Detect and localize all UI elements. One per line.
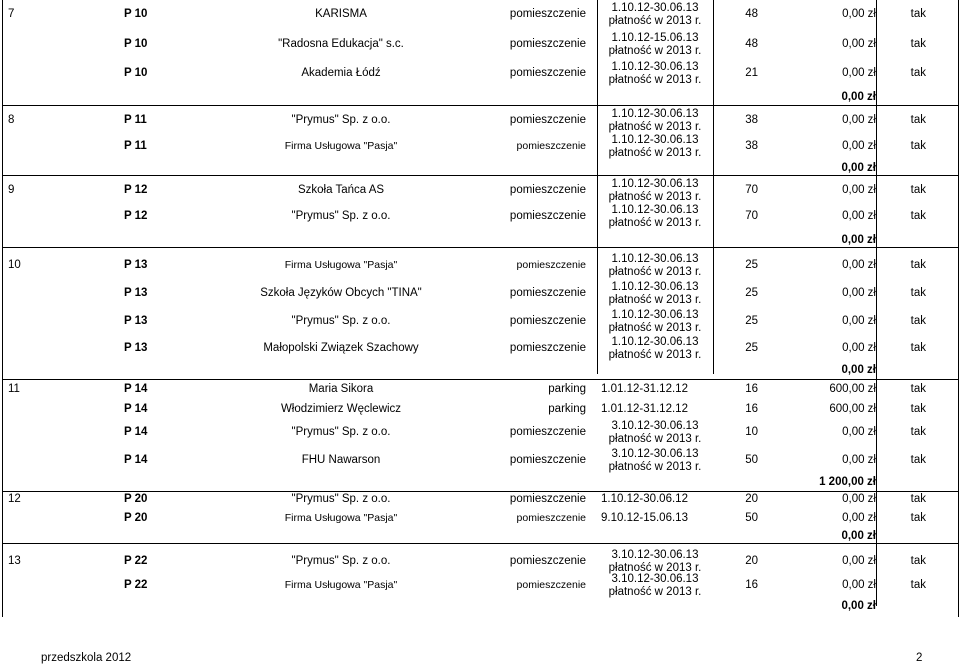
tenant-name: "Radosna Edukacja" s.c. (278, 38, 404, 50)
flag-value: tak (910, 555, 926, 567)
hours-count: 20 (745, 493, 758, 505)
rental-period (600, 2, 710, 27)
hours-count: 70 (745, 184, 758, 196)
amount: 0,00 zł (842, 426, 876, 438)
subtotal: 0,00 zł (841, 234, 876, 246)
hours-count: 48 (745, 38, 758, 50)
period-dates: 3.10.12-30.06.13 (611, 573, 699, 585)
room-code: P 14 (124, 454, 148, 466)
amount: 0,00 zł (842, 342, 876, 354)
hours-count: 21 (745, 67, 758, 79)
row-number: 13 (8, 555, 21, 567)
rental-type: pomieszczenie (516, 140, 586, 152)
room-code: P 12 (124, 184, 148, 196)
hours-count: 38 (745, 114, 758, 126)
hours-count: 48 (745, 8, 758, 20)
amount: 0,00 zł (842, 8, 876, 20)
row-number: 12 (8, 493, 21, 505)
payment-note: płatność w 2013 r. (608, 146, 702, 159)
rental-period (600, 309, 710, 334)
rental-period (600, 178, 710, 203)
flag-value: tak (910, 454, 926, 466)
rental-period (600, 549, 710, 574)
payment-note: płatność w 2013 r. (608, 73, 702, 86)
flag-value: tak (910, 259, 926, 271)
left-border (2, 0, 3, 617)
rental-type: pomieszczenie (509, 342, 586, 354)
tenant-name: Włodzimierz Węclewicz (280, 403, 402, 415)
amount: 0,00 zł (842, 454, 876, 466)
tenant-name: "Prymus" Sp. z o.o. (291, 210, 391, 222)
room-code: P 13 (124, 287, 148, 299)
flag-value: tak (910, 140, 926, 152)
right-border (958, 0, 959, 617)
payment-note: płatność w 2013 r. (608, 44, 702, 57)
amount: 0,00 zł (842, 579, 876, 591)
amount: 0,00 zł (842, 67, 876, 79)
tenant-name: "Prymus" Sp. z o.o. (291, 493, 391, 505)
amount: 0,00 zł (842, 184, 876, 196)
row-number: 11 (8, 383, 20, 395)
amount: 0,00 zł (842, 140, 876, 152)
payment-note: płatność w 2013 r. (608, 460, 702, 473)
payment-note: płatność w 2013 r. (608, 293, 702, 306)
flag-value: tak (910, 315, 926, 327)
period-dates: 3.10.12-30.06.13 (611, 420, 699, 432)
amount: 600,00 zł (829, 403, 876, 415)
period-dates: 1.10.12-30.06.13 (611, 134, 699, 146)
room-code: P 12 (124, 210, 148, 222)
flag-value: tak (910, 512, 926, 524)
period-column-border (597, 0, 598, 374)
hours-count: 50 (745, 454, 758, 466)
flag-value: tak (910, 383, 926, 395)
rental-type: pomieszczenie (516, 579, 586, 591)
rental-period (600, 420, 710, 445)
rental-period (600, 253, 710, 278)
flag-value: tak (910, 67, 926, 79)
flag-value: tak (910, 210, 926, 222)
payment-note: płatność w 2013 r. (608, 585, 702, 598)
payment-note: płatność w 2013 r. (608, 216, 702, 229)
hours-count: 20 (745, 555, 758, 567)
hours-count: 25 (745, 259, 758, 271)
amount: 0,00 zł (842, 38, 876, 50)
payment-note: płatność w 2013 r. (608, 190, 702, 203)
tenant-name: Firma Usługowa "Pasja" (284, 140, 398, 152)
flag-value: tak (910, 579, 926, 591)
rental-period (600, 108, 710, 133)
footer-text: przedszkola 2012 (41, 652, 132, 664)
subtotal: 0,00 zł (841, 364, 876, 376)
amount: 0,00 zł (842, 493, 876, 505)
payment-note: płatność w 2013 r. (608, 265, 702, 278)
tenant-name: FHU Nawarson (301, 454, 381, 466)
subtotal: 0,00 zł (841, 530, 876, 542)
group-separator (2, 175, 959, 176)
tenant-name: "Prymus" Sp. z o.o. (291, 114, 391, 126)
group-separator (2, 491, 959, 492)
row-number: 8 (8, 114, 15, 126)
room-code: P 22 (124, 579, 148, 591)
hours-count: 50 (745, 512, 758, 524)
tenant-name: KARISMA (315, 8, 367, 20)
period-dates: 1.10.12-30.06.13 (611, 204, 699, 216)
period-dates: 1.10.12-30.06.13 (611, 178, 699, 190)
period-dates: 1.10.12-15.06.13 (611, 32, 699, 44)
room-code: P 20 (124, 512, 148, 524)
payment-note: płatność w 2013 r. (608, 432, 702, 445)
tenant-name: Firma Usługowa "Pasja" (284, 579, 398, 591)
tenant-name: Firma Usługowa "Pasja" (284, 512, 398, 524)
period-dates: 3.10.12-30.06.13 (611, 549, 699, 561)
flag-value: tak (910, 287, 926, 299)
amount: 0,00 zł (842, 555, 876, 567)
rental-type: pomieszczenie (509, 210, 586, 222)
period-dates: 1.10.12-30.06.13 (611, 61, 699, 73)
rental-period (600, 134, 710, 159)
group-separator (2, 247, 959, 248)
period-dates: 9.10.12-15.06.13 (601, 512, 688, 524)
tenant-name: "Prymus" Sp. z o.o. (291, 315, 391, 327)
rental-period (600, 448, 710, 473)
group-separator (2, 379, 959, 380)
tenant-name: "Prymus" Sp. z o.o. (291, 426, 391, 438)
amount: 0,00 zł (842, 114, 876, 126)
rental-type: pomieszczenie (509, 114, 586, 126)
tenant-name: Szkoła Języków Obcych "TINA" (260, 287, 422, 299)
rental-type: pomieszczenie (509, 315, 586, 327)
tenant-name: Akademia Łódź (301, 67, 381, 79)
subtotal: 0,00 zł (841, 600, 876, 612)
group-separator (2, 543, 959, 544)
room-code: P 11 (124, 114, 147, 126)
rental-period (600, 573, 710, 598)
tenant-name: Szkoła Tańca AS (297, 184, 385, 196)
room-code: P 14 (124, 426, 148, 438)
tenant-name: "Prymus" Sp. z o.o. (291, 555, 391, 567)
period-dates: 1.10.12-30.06.13 (611, 309, 699, 321)
rental-type: pomieszczenie (509, 287, 586, 299)
rental-type: pomieszczenie (516, 512, 586, 524)
period-dates: 1.01.12-31.12.12 (601, 383, 688, 395)
payment-note: płatność w 2013 r. (608, 321, 702, 334)
room-code: P 14 (124, 383, 148, 395)
hours-count: 10 (745, 426, 758, 438)
period-dates: 1.10.12-30.06.13 (611, 281, 699, 293)
tenant-name: Małopolski Związek Szachowy (263, 342, 419, 354)
period-dates: 1.10.12-30.06.12 (601, 493, 688, 505)
payment-note: płatność w 2013 r. (608, 561, 702, 574)
row-number: 10 (8, 259, 21, 271)
hours-count: 38 (745, 140, 758, 152)
period-dates: 3.10.12-30.06.13 (611, 448, 699, 460)
amount: 0,00 zł (842, 259, 876, 271)
room-code: P 13 (124, 315, 148, 327)
rental-period (600, 61, 710, 86)
rental-type: pomieszczenie (509, 555, 586, 567)
period-dates: 1.10.12-30.06.13 (611, 253, 699, 265)
room-code: P 13 (124, 342, 148, 354)
rental-type: pomieszczenie (509, 8, 586, 20)
room-code: P 22 (124, 555, 148, 567)
group-separator (2, 105, 959, 106)
rental-type: parking (548, 403, 586, 415)
hours-count: 25 (745, 315, 758, 327)
flag-value: tak (910, 114, 926, 126)
room-code: P 13 (124, 259, 148, 271)
amount: 0,00 zł (842, 210, 876, 222)
payment-note: płatność w 2013 r. (608, 120, 702, 133)
flag-value: tak (910, 184, 926, 196)
room-code: P 10 (124, 8, 148, 20)
rental-type: pomieszczenie (516, 259, 586, 271)
flag-value: tak (910, 38, 926, 50)
rental-type: pomieszczenie (509, 67, 586, 79)
tenant-name: Maria Sikora (308, 383, 374, 395)
flag-value: tak (910, 342, 926, 354)
amount: 0,00 zł (842, 512, 876, 524)
rental-type: pomieszczenie (509, 493, 586, 505)
flag-value: tak (910, 8, 926, 20)
subtotal: 0,00 zł (841, 91, 876, 103)
amount: 600,00 zł (829, 383, 876, 395)
page-number: 2 (916, 652, 923, 664)
rental-type: pomieszczenie (509, 184, 586, 196)
room-code: P 14 (124, 403, 148, 415)
period-dates: 1.10.12-30.06.13 (611, 336, 699, 348)
room-code: P 11 (124, 140, 147, 152)
amount-column-border (876, 0, 877, 606)
hours-count: 16 (745, 579, 758, 591)
period-dates: 1.10.12-30.06.13 (611, 108, 699, 120)
row-number: 9 (8, 184, 15, 196)
rental-period (600, 204, 710, 229)
rental-type: pomieszczenie (509, 426, 586, 438)
period-dates: 1.01.12-31.12.12 (601, 403, 688, 415)
room-code: P 20 (124, 493, 148, 505)
hours-count: 70 (745, 210, 758, 222)
hours-count: 16 (745, 383, 758, 395)
rental-period (600, 336, 710, 361)
rental-period (600, 32, 710, 57)
hours-count: 16 (745, 403, 758, 415)
flag-value: tak (910, 426, 926, 438)
flag-value: tak (910, 493, 926, 505)
subtotal: 1 200,00 zł (819, 476, 876, 488)
hours-count: 25 (745, 287, 758, 299)
rental-type: pomieszczenie (509, 38, 586, 50)
tenant-name: Firma Usługowa "Pasja" (284, 259, 398, 271)
rental-type: parking (548, 383, 586, 395)
room-code: P 10 (124, 38, 148, 50)
rental-type: pomieszczenie (509, 454, 586, 466)
rental-period (600, 281, 710, 306)
payment-note: płatność w 2013 r. (608, 14, 702, 27)
payment-note: płatność w 2013 r. (608, 348, 702, 361)
row-number: 7 (8, 8, 15, 20)
amount: 0,00 zł (842, 287, 876, 299)
period-dates: 1.10.12-30.06.13 (611, 2, 699, 14)
room-code: P 10 (124, 67, 148, 79)
hours-count: 25 (745, 342, 758, 354)
amount: 0,00 zł (842, 315, 876, 327)
flag-value: tak (910, 403, 926, 415)
subtotal: 0,00 zł (841, 162, 876, 174)
